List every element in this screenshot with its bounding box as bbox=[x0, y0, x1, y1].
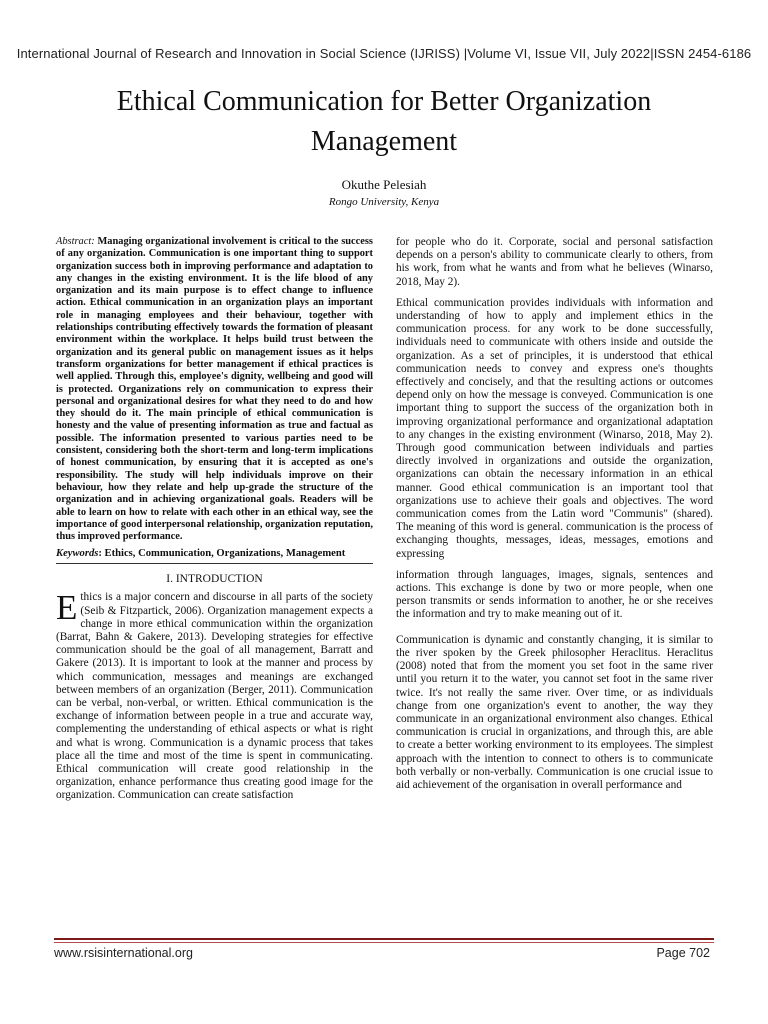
paper-title: Ethical Communication for Better Organization Management bbox=[116, 86, 652, 157]
running-head: International Journal of Research and Innovation in Social Science (IJRISS) |Volume VI, Issue VII, July 2022|ISSN 2454-6186 bbox=[16, 46, 752, 61]
footer-divider-thin bbox=[54, 942, 714, 943]
right-paragraph-4: Communication is dynamic and constantly changing, it is similar to the river spoken by the Greek philosopher Heraclitus. Heraclitus (2008) noted that from the moment you set foot in the same river until you return it to the water, you cannot set foot in the same river twice. It's not really the same river. Over time, or as individuals change from one organization's event to another, the way they communicate in an organizational environment also changes. Ethical communication is crucial in organizations, and through this, are able to create a better working environment to its employees. The simplest approach with the intention to connect to others is to communicate both verbally or non-verbally. Communication is one crucial issue to aid achievement of the organisation in overall performance and bbox=[396, 633, 713, 791]
left-column bbox=[56, 236, 373, 803]
right-paragraph-2: Ethical communication provides individuals with information and understanding of how to apply and implement ethics in the communication process. for any work to be done successfully, individuals need to communicate with others inside and outside the organization. As a set of principles, it is understood that ethical communication needs to convey and express one's thoughts effectively and concisely, and that the resulting actions or outcomes depend only on how the message is conveyed. Communication is one important thing to support the success of the organization both in improving organizational performance and organizational adaptation to any changes in the existing environment (Winarso, 2018, May 2). Through good communication between individuals and parties directly involved in organizations and outside the organization, organizations can obtain the necessary information in an ethical manner. Good ethical communication is an important tool that organizations use to achieve their goals and objectives. The word communication comes from the Latin word "Communis" (shared). The meaning of this word is general. communication is the process of exchanging thoughts, messages, ideas, messages, emotions and expressing bbox=[396, 296, 713, 560]
intro-paragraph bbox=[56, 588, 373, 802]
keywords bbox=[56, 547, 373, 560]
right-paragraph-3: information through languages, images, signals, sentences and actions. This exchange is done by two or more people, when one person transmits or sends information to another, he or she receives the information and try to make meaning out of it. bbox=[396, 568, 713, 621]
right-column bbox=[396, 236, 713, 792]
keywords-divider bbox=[56, 563, 373, 564]
right-paragraph-1: for people who do it. Corporate, social and personal satisfaction depends on a person's ability to communicate clearly to others, from his work, from what he wants and from what he believes (Winarso, 2018, May 2). bbox=[396, 236, 713, 288]
keywords-text: : Ethics, Communication, Organizations, Management bbox=[98, 548, 346, 560]
drop-cap: E bbox=[56, 588, 78, 628]
abstract bbox=[56, 236, 373, 543]
section-heading-introduction: I. INTRODUCTION bbox=[166, 573, 263, 586]
author-name: Okuthe Pelesiah bbox=[341, 177, 427, 192]
author-affiliation: Rongo University, Kenya bbox=[328, 196, 440, 208]
footer-divider bbox=[54, 938, 714, 940]
intro-paragraph-text: thics is a major concern and discourse in all parts of the society (Seib & Fitzpartick, 2006). Organization management expects a change in more ethical communication within the organization (Barrat, Bahn & Gakere, 2013). Developing strategies for effective communication should be the goal of all management, Barratt and Gakere (2013). It is important to look at the manner and process by which communication, messages and meanings are exchanged between members of an organization (Berger, 2011). Communication can be verbal, non-verbal, or written. Ethical communication is the exchange of information between people in a true and accurate way, complementing the understanding of ethical aspects or what is right and what is wrong. Communication is a dynamic process that takes place all the time and most of the time is spent in communicating. Ethical communication will create good relationship in the organization, enhance performance thus creating good image for the organization. Communication can create satisfaction bbox=[56, 591, 373, 802]
abstract-text: Managing organizational involvement is critical to the success of any organization. Communication is one important thing to support organization success both in improving performance and adaptation to any changes in the existing environment. It is the life blood of any organization and its main purpose is to effect change to influence action. Ethical communication in an organization plays an important role in managing employees and their behaviour, together with relationships contributing effectively towards the formation of pleasant environment within the workplace. It helps build trust between the organization and its general public on management issues as it helps transform organizations for better management if ethical practices is well applied. Through this, employee's dignity, wellbeing and good will is protected. Organizations rely on communication to express their personal and organizational desires for what they need to do and how they should do it. The main principle of ethical communication is honesty and the value of presenting information as true and factual as possible. The information presented to various parties need to be consistent, considering both the short-term and long-term implications of honest communication, by ensuring that it is accepted as one's responsibility. The study will help individuals improve on their behaviour, how they relate and help up-grade the structure of the organization and in achieving organizational goals. Readers will be able to learn on how to relate with each other in an ethical way, see the importance of good interpersonal relationship, organization reputation, thus improved performance. bbox=[56, 236, 373, 543]
footer-website[interactable]: www.rsisinternational.org bbox=[54, 946, 193, 960]
page-number: Page 702 bbox=[656, 946, 710, 960]
abstract-label: Abstract: bbox=[56, 236, 95, 247]
keywords-label: Keywords bbox=[56, 548, 99, 560]
